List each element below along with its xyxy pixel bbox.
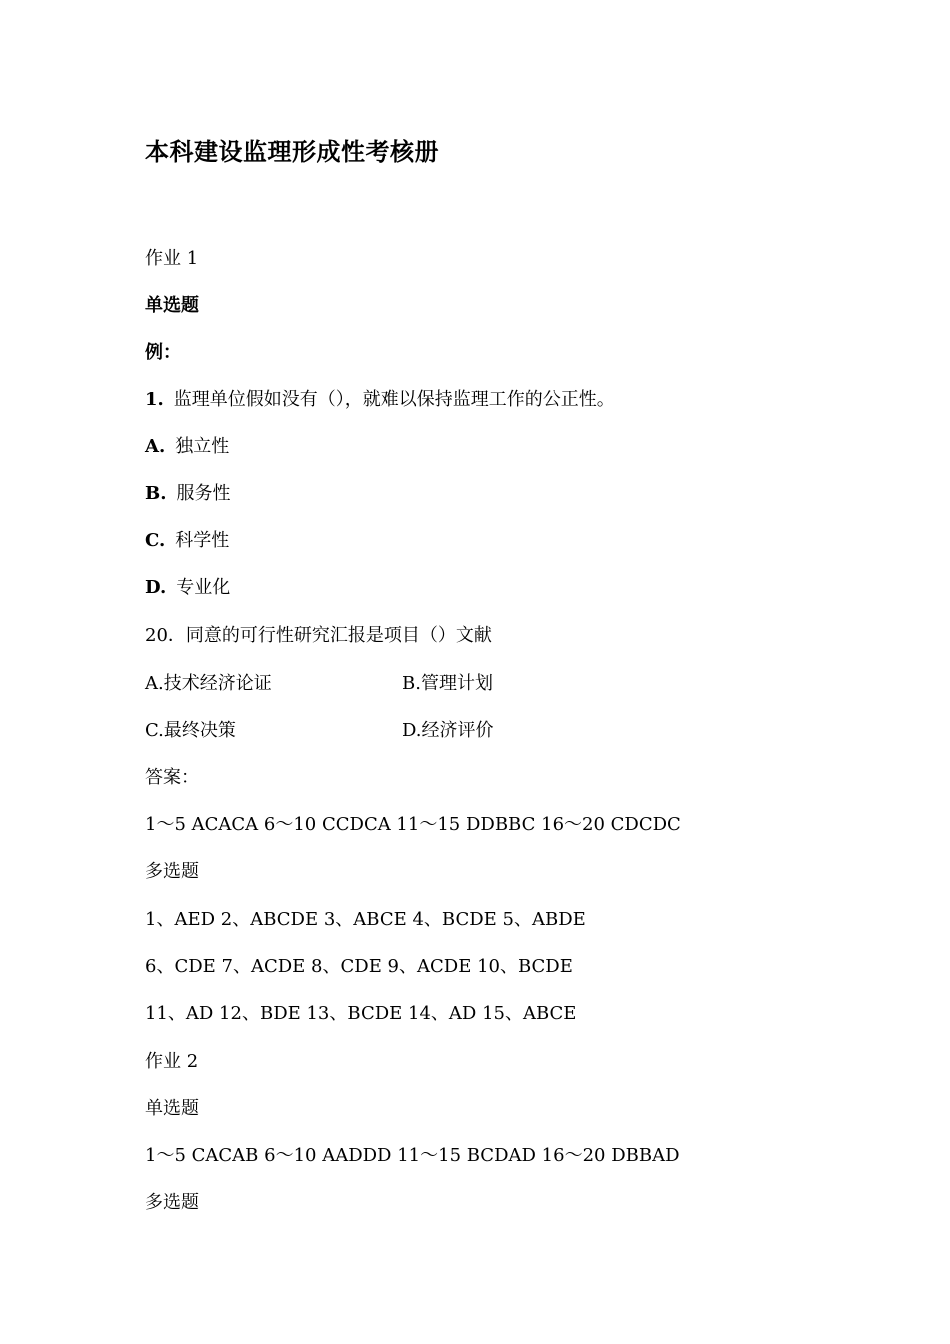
question-20-option-b: B.管理计划 bbox=[402, 673, 493, 694]
hw2-single-heading: 单选题 bbox=[145, 1098, 199, 1119]
question-20-option-a: A.技术经济论证 bbox=[145, 673, 272, 694]
option-a bbox=[145, 435, 229, 459]
question-20: 20．同意的可行性研究汇报是项目（）文献 bbox=[145, 625, 492, 646]
option-c bbox=[145, 529, 229, 553]
hw1-multi-answers-line-1: 1、AED 2、ABCDE 3、ABCE 4、BCDE 5、ABDE bbox=[145, 909, 586, 930]
single-choice-heading: 单选题 bbox=[145, 295, 199, 316]
option-a-text: 独立性 bbox=[175, 436, 230, 457]
homework-1-heading: 作业 1 bbox=[145, 248, 199, 269]
question-1 bbox=[145, 388, 615, 412]
option-d-text: 专业化 bbox=[176, 577, 231, 598]
option-d-label: D. bbox=[145, 577, 167, 598]
hw2-single-answers: 1～5 CACAB 6～10 AADDD 11～15 BCDAD 16～20 DBBAD bbox=[145, 1145, 680, 1166]
option-c-text: 科学性 bbox=[175, 530, 230, 551]
hw1-multi-answers-line-2: 6、CDE 7、ACDE 8、CDE 9、ACDE 10、BCDE bbox=[145, 956, 573, 977]
homework-2-heading: 作业 2 bbox=[145, 1051, 199, 1072]
hw1-multi-answers-line-3: 11、AD 12、BDE 13、BCDE 14、AD 15、ABCE bbox=[145, 1003, 577, 1024]
hw1-multi-heading: 多选题 bbox=[145, 861, 199, 882]
option-b bbox=[145, 482, 230, 506]
hw2-multi-heading: 多选题 bbox=[145, 1192, 199, 1213]
option-d bbox=[145, 576, 230, 600]
page-title: 本科建设监理形成性考核册 bbox=[145, 137, 439, 166]
answer-label: 答案： bbox=[145, 767, 199, 788]
question-20-option-d: D.经济评价 bbox=[402, 720, 494, 741]
option-b-text: 服务性 bbox=[176, 483, 231, 504]
example-label: 例： bbox=[145, 342, 181, 363]
question-1-text: 监理单位假如没有（），就难以保持监理工作的公正性。 bbox=[173, 389, 615, 410]
hw1-single-answers: 1～5 ACACA 6～10 CCDCA 11～15 DDBBC 16～20 CDCDC bbox=[145, 814, 681, 835]
option-c-label: C. bbox=[145, 530, 166, 551]
option-b-label: B. bbox=[145, 483, 167, 504]
question-20-option-c: C.最终决策 bbox=[145, 720, 236, 741]
question-1-number: 1. bbox=[145, 389, 164, 410]
option-a-label: A. bbox=[145, 436, 166, 457]
